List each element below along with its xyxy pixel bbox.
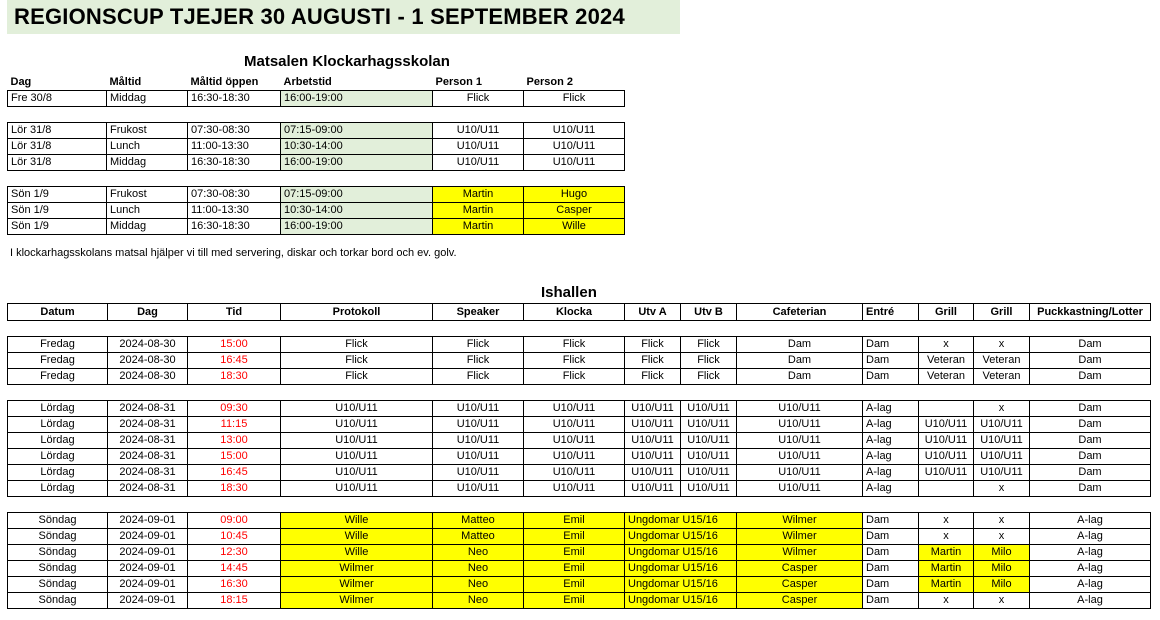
ishall-cell: U10/U11 [524, 465, 625, 481]
ishall-cell: 15:00 [188, 337, 281, 353]
ishall-cell: Casper [737, 593, 863, 609]
ishall-header-cell: Dag [108, 304, 188, 321]
ishall-cell: x [974, 401, 1030, 417]
ishall-cell: U10/U11 [919, 433, 974, 449]
matsal-cell: 07:30-08:30 [188, 123, 281, 139]
ishall-cell: Wilmer [281, 561, 433, 577]
ishall-cell: U10/U11 [974, 449, 1030, 465]
ishall-cell: Dam [863, 577, 919, 593]
ishall-cell: Martin [919, 561, 974, 577]
ishall-cell: Matteo [433, 529, 524, 545]
ishall-cell: Dam [863, 369, 919, 385]
ishall-header-cell: Puckkastning/Lotter [1030, 304, 1151, 321]
ishall-header-cell: Grill [919, 304, 974, 321]
ishall-cell: A-lag [1030, 561, 1151, 577]
ishall-cell: Neo [433, 545, 524, 561]
ishall-cell: Lördag [8, 449, 108, 465]
ishall-cell: 12:30 [188, 545, 281, 561]
ishall-cell: Lördag [8, 433, 108, 449]
table-row [8, 203, 625, 219]
ishall-cell: Emil [524, 561, 625, 577]
ishall-cell: U10/U11 [281, 433, 433, 449]
ishall-cell: 11:15 [188, 417, 281, 433]
ishall-cell: 15:00 [188, 449, 281, 465]
table-row [8, 337, 1151, 353]
matsal-cell: Flick [524, 91, 625, 107]
matsal-cell: 07:30-08:30 [188, 187, 281, 203]
ishall-cell: A-lag [1030, 577, 1151, 593]
ishall-cell: Casper [737, 561, 863, 577]
ishall-cell: U10/U11 [281, 417, 433, 433]
ishall-cell: Dam [863, 545, 919, 561]
table-row [8, 449, 1151, 465]
ishall-cell: A-lag [863, 465, 919, 481]
ishall-cell: 16:45 [188, 353, 281, 369]
ishall-cell: U10/U11 [737, 433, 863, 449]
ishall-cell: Wilmer [737, 529, 863, 545]
matsal-header-cell: Måltid öppen [190, 76, 259, 88]
ishall-cell: U10/U11 [524, 481, 625, 497]
ishall-cell: Emil [524, 545, 625, 561]
ishall-cell: Ungdomar U15/16 [625, 561, 737, 577]
matsal-cell: 16:30-18:30 [188, 155, 281, 171]
ishall-cell: Flick [433, 337, 524, 353]
ishall-cell: 2024-09-01 [108, 577, 188, 593]
ishall-cell: Dam [1030, 353, 1151, 369]
ishall-cell: Emil [524, 529, 625, 545]
ishall-cell: Söndag [8, 513, 108, 529]
ishall-cell: x [919, 337, 974, 353]
ishall-cell: U10/U11 [524, 433, 625, 449]
table-row [8, 91, 625, 107]
ishall-cell: Neo [433, 577, 524, 593]
ishall-table [7, 303, 1151, 609]
table-row [8, 155, 625, 171]
ishall-header-cell: Datum [8, 304, 108, 321]
ishall-cell: A-lag [1030, 593, 1151, 609]
matsal-header-cell: Måltid [109, 76, 142, 88]
ishall-cell: U10/U11 [625, 465, 681, 481]
ishall-cell: Dam [1030, 481, 1151, 497]
ishall-cell: 16:30 [188, 577, 281, 593]
table-row [8, 123, 625, 139]
ishall-cell: U10/U11 [681, 465, 737, 481]
ishall-cell: x [974, 593, 1030, 609]
ishall-cell: Lördag [8, 401, 108, 417]
ishall-cell: 2024-09-01 [108, 529, 188, 545]
ishall-cell: Flick [524, 353, 625, 369]
ishall-cell: U10/U11 [919, 465, 974, 481]
ishall-header-cell: Utv B [681, 304, 737, 321]
ishall-cell: Dam [1030, 401, 1151, 417]
ishall-cell: 18:15 [188, 593, 281, 609]
matsal-cell: 07:15-09:00 [281, 187, 433, 203]
ishall-cell: U10/U11 [625, 417, 681, 433]
ishall-cell: Fredag [8, 353, 108, 369]
ishall-cell: U10/U11 [681, 417, 737, 433]
ishall-cell: U10/U11 [625, 433, 681, 449]
ishall-header-cell: Grill [974, 304, 1030, 321]
ishall-cell: Dam [863, 513, 919, 529]
ishall-cell: Flick [625, 353, 681, 369]
ishall-cell: Wilmer [737, 513, 863, 529]
ishall-cell: Flick [625, 369, 681, 385]
table-row [8, 465, 1151, 481]
matsal-cell: 10:30-14:00 [281, 203, 433, 219]
matsal-header-cell: Person 2 [526, 76, 573, 88]
ishall-cell: Dam [1030, 433, 1151, 449]
ishall-cell: Dam [737, 369, 863, 385]
ishall-header-cell: Speaker [433, 304, 524, 321]
ishall-cell: Neo [433, 561, 524, 577]
matsal-cell: Frukost [107, 123, 188, 139]
ishall-cell: 2024-08-31 [108, 433, 188, 449]
ishall-cell: Wilmer [737, 545, 863, 561]
ishall-cell: U10/U11 [974, 417, 1030, 433]
ishall-cell: U10/U11 [974, 465, 1030, 481]
ishall-cell: Veteran [974, 369, 1030, 385]
ishall-cell: Lördag [8, 465, 108, 481]
ishall-cell: U10/U11 [974, 433, 1030, 449]
ishall-cell [919, 481, 974, 497]
matsal-cell: U10/U11 [524, 155, 625, 171]
ishall-cell: Veteran [919, 353, 974, 369]
ishall-cell: Milo [974, 561, 1030, 577]
ishall-cell: 2024-08-31 [108, 465, 188, 481]
ishall-cell: U10/U11 [919, 449, 974, 465]
ishall-cell: Flick [433, 369, 524, 385]
ishall-cell: Wille [281, 529, 433, 545]
spacer-row [8, 171, 625, 187]
ishall-cell: Veteran [974, 353, 1030, 369]
table-row [8, 577, 1151, 593]
ishall-cell: Dam [863, 593, 919, 609]
ishall-header-row [8, 304, 1151, 321]
ishall-cell: U10/U11 [433, 465, 524, 481]
ishall-header-cell: Tid [188, 304, 281, 321]
matsal-header-cell: Person 1 [435, 76, 482, 88]
ishall-cell: 2024-08-31 [108, 449, 188, 465]
ishall-cell: 18:30 [188, 369, 281, 385]
ishall-cell: 2024-08-31 [108, 401, 188, 417]
ishall-cell: U10/U11 [281, 449, 433, 465]
matsal-cell: Wille [524, 219, 625, 235]
ishall-cell: 2024-09-01 [108, 513, 188, 529]
ishall-cell: x [919, 513, 974, 529]
ishall-cell: Flick [281, 369, 433, 385]
ishall-cell: Söndag [8, 593, 108, 609]
ishall-cell: Flick [281, 337, 433, 353]
spacer-row [8, 385, 1151, 401]
ishall-cell: 2024-08-30 [108, 337, 188, 353]
ishall-cell: Veteran [919, 369, 974, 385]
ishall-cell: 18:30 [188, 481, 281, 497]
ishall-cell: Flick [281, 353, 433, 369]
ishall-cell: Martin [919, 577, 974, 593]
ishall-cell: Dam [1030, 465, 1151, 481]
matsal-cell: Casper [524, 203, 625, 219]
ishall-cell: U10/U11 [681, 481, 737, 497]
ishall-header-cell: Cafeterian [737, 304, 863, 321]
ishall-header-cell: Entré [863, 304, 919, 321]
ishall-cell: Flick [524, 369, 625, 385]
matsal-cell: 16:30-18:30 [188, 91, 281, 107]
matsal-cell: 11:00-13:30 [188, 139, 281, 155]
ishall-cell: Emil [524, 593, 625, 609]
ishall-cell: Lördag [8, 481, 108, 497]
matsal-cell: Sön 1/9 [8, 203, 107, 219]
ishall-cell: Ungdomar U15/16 [625, 593, 737, 609]
ishall-cell: Lördag [8, 417, 108, 433]
table-row [8, 353, 1151, 369]
table-row [8, 369, 1151, 385]
matsal-cell: Martin [433, 219, 524, 235]
ishall-cell: 2024-09-01 [108, 545, 188, 561]
ishall-cell: Dam [863, 337, 919, 353]
matsal-cell: 16:00-19:00 [281, 219, 433, 235]
ishall-cell: Ungdomar U15/16 [625, 545, 737, 561]
page-title: REGIONSCUP TJEJER 30 AUGUSTI - 1 SEPTEMBER 2024 [14, 4, 625, 29]
matsal-header-row [8, 74, 625, 91]
ishall-cell: Wille [281, 513, 433, 529]
ishall-cell: Dam [863, 529, 919, 545]
ishall-cell: Flick [625, 337, 681, 353]
ishall-header-cell: Utv A [625, 304, 681, 321]
matsal-cell: 11:00-13:30 [188, 203, 281, 219]
matsal-heading: Matsalen Klockarhagsskolan [244, 53, 450, 70]
ishall-cell: x [974, 529, 1030, 545]
ishall-cell: U10/U11 [625, 481, 681, 497]
matsal-cell: Fre 30/8 [8, 91, 107, 107]
ishall-cell: A-lag [863, 481, 919, 497]
matsal-cell: Lör 31/8 [8, 123, 107, 139]
spacer-row [8, 321, 1151, 337]
ishall-cell: Wilmer [281, 593, 433, 609]
ishall-cell: Ungdomar U15/16 [625, 577, 737, 593]
ishall-cell: A-lag [863, 449, 919, 465]
matsal-cell: Lunch [107, 139, 188, 155]
ishall-cell: Casper [737, 577, 863, 593]
ishall-cell: A-lag [1030, 545, 1151, 561]
ishall-cell: U10/U11 [281, 401, 433, 417]
matsal-cell: 16:00-19:00 [281, 155, 433, 171]
table-row [8, 187, 625, 203]
ishall-cell: Martin [919, 545, 974, 561]
ishall-cell: A-lag [863, 401, 919, 417]
ishall-cell: x [974, 481, 1030, 497]
ishall-header-cell: Klocka [524, 304, 625, 321]
matsal-cell: Flick [433, 91, 524, 107]
ishall-cell: U10/U11 [625, 449, 681, 465]
ishall-cell: 14:45 [188, 561, 281, 577]
ishall-cell: 2024-09-01 [108, 593, 188, 609]
ishall-cell: Matteo [433, 513, 524, 529]
ishall-cell: U10/U11 [737, 481, 863, 497]
matsal-table [7, 74, 625, 235]
matsal-cell: 07:15-09:00 [281, 123, 433, 139]
matsal-cell: U10/U11 [433, 155, 524, 171]
ishall-cell: U10/U11 [281, 465, 433, 481]
ishall-cell: 2024-08-30 [108, 369, 188, 385]
matsal-cell: Hugo [524, 187, 625, 203]
matsal-cell: Martin [433, 203, 524, 219]
ishall-cell: U10/U11 [737, 465, 863, 481]
matsal-cell: Middag [107, 155, 188, 171]
matsal-cell: Lör 31/8 [8, 155, 107, 171]
ishall-cell: Dam [863, 561, 919, 577]
ishall-cell: Emil [524, 577, 625, 593]
matsal-cell: U10/U11 [433, 123, 524, 139]
table-row [8, 513, 1151, 529]
ishall-cell: U10/U11 [737, 401, 863, 417]
ishall-cell: Dam [737, 353, 863, 369]
ishall-cell: U10/U11 [433, 417, 524, 433]
ishall-cell: Dam [1030, 449, 1151, 465]
ishall-cell [919, 401, 974, 417]
ishall-cell: Flick [524, 337, 625, 353]
ishall-cell: U10/U11 [433, 401, 524, 417]
ishall-cell: U10/U11 [737, 449, 863, 465]
ishall-cell: 16:45 [188, 465, 281, 481]
matsal-header-cell: Dag [10, 76, 32, 88]
ishall-cell: Emil [524, 513, 625, 529]
ishall-cell: Neo [433, 593, 524, 609]
ishall-cell: U10/U11 [625, 401, 681, 417]
ishall-cell: Dam [863, 353, 919, 369]
ishall-cell: U10/U11 [433, 433, 524, 449]
ishall-cell: U10/U11 [281, 481, 433, 497]
matsal-cell: U10/U11 [433, 139, 524, 155]
ishall-cell: 13:00 [188, 433, 281, 449]
spacer-row [8, 497, 1151, 513]
ishall-cell: Dam [1030, 417, 1151, 433]
ishall-cell: 10:45 [188, 529, 281, 545]
matsal-cell: U10/U11 [524, 139, 625, 155]
table-row [8, 481, 1151, 497]
matsal-cell: Frukost [107, 187, 188, 203]
ishall-cell: U10/U11 [433, 449, 524, 465]
matsal-cell: Lör 31/8 [8, 139, 107, 155]
table-row [8, 545, 1151, 561]
ishall-cell: U10/U11 [524, 417, 625, 433]
ishall-cell: Flick [681, 369, 737, 385]
ishall-cell: U10/U11 [919, 417, 974, 433]
table-row [8, 417, 1151, 433]
ishall-cell: A-lag [863, 433, 919, 449]
ishall-cell: A-lag [863, 417, 919, 433]
ishall-cell: x [974, 513, 1030, 529]
ishall-cell: Fredag [8, 369, 108, 385]
ishall-cell: U10/U11 [433, 481, 524, 497]
matsal-cell: U10/U11 [524, 123, 625, 139]
ishall-cell: Milo [974, 545, 1030, 561]
ishall-cell: Wilmer [281, 577, 433, 593]
table-row [8, 593, 1151, 609]
ishall-cell: x [974, 337, 1030, 353]
ishall-cell: Fredag [8, 337, 108, 353]
ishall-cell: x [919, 593, 974, 609]
ishall-cell: 09:30 [188, 401, 281, 417]
ishall-cell: 2024-08-31 [108, 481, 188, 497]
table-row [8, 433, 1151, 449]
matsal-cell: 16:30-18:30 [188, 219, 281, 235]
ishall-cell: Ungdomar U15/16 [625, 513, 737, 529]
ishall-cell: Wille [281, 545, 433, 561]
ishall-cell: x [919, 529, 974, 545]
ishall-cell: Söndag [8, 545, 108, 561]
ishall-cell: 2024-09-01 [108, 561, 188, 577]
ishall-cell: Dam [1030, 337, 1151, 353]
ishall-cell: Milo [974, 577, 1030, 593]
table-row [8, 401, 1151, 417]
matsal-cell: Lunch [107, 203, 188, 219]
ishall-cell: Flick [681, 337, 737, 353]
ishall-cell: A-lag [1030, 513, 1151, 529]
ishall-cell: U10/U11 [524, 449, 625, 465]
matsal-cell: Sön 1/9 [8, 187, 107, 203]
matsal-cell: 16:00-19:00 [281, 91, 433, 107]
ishall-cell: Flick [681, 353, 737, 369]
ishall-cell: 2024-08-31 [108, 417, 188, 433]
ishall-header-cell: Protokoll [281, 304, 433, 321]
ishall-cell: 09:00 [188, 513, 281, 529]
ishall-cell: Söndag [8, 561, 108, 577]
ishall-cell: U10/U11 [681, 401, 737, 417]
ishall-cell: A-lag [1030, 529, 1151, 545]
matsal-note: I klockarhagsskolans matsal hjälper vi till med servering, diskar och torkar bord och ev. golv. [10, 247, 457, 259]
matsal-cell: 10:30-14:00 [281, 139, 433, 155]
ishall-cell: Ungdomar U15/16 [625, 529, 737, 545]
ishall-cell: U10/U11 [737, 417, 863, 433]
table-row [8, 139, 625, 155]
matsal-cell: Martin [433, 187, 524, 203]
ishall-cell: Söndag [8, 529, 108, 545]
spacer-row [8, 107, 625, 123]
table-row [8, 219, 625, 235]
ishall-cell: Dam [737, 337, 863, 353]
ishall-cell: Flick [433, 353, 524, 369]
table-row [8, 529, 1151, 545]
ishall-heading: Ishallen [541, 284, 597, 301]
matsal-cell: Middag [107, 219, 188, 235]
matsal-header-cell: Arbetstid [283, 76, 332, 88]
matsal-cell: Sön 1/9 [8, 219, 107, 235]
ishall-cell: 2024-08-30 [108, 353, 188, 369]
ishall-cell: U10/U11 [681, 433, 737, 449]
table-row [8, 561, 1151, 577]
ishall-cell: U10/U11 [681, 449, 737, 465]
ishall-cell: U10/U11 [524, 401, 625, 417]
ishall-cell: Söndag [8, 577, 108, 593]
matsal-cell: Middag [107, 91, 188, 107]
ishall-cell: Dam [1030, 369, 1151, 385]
